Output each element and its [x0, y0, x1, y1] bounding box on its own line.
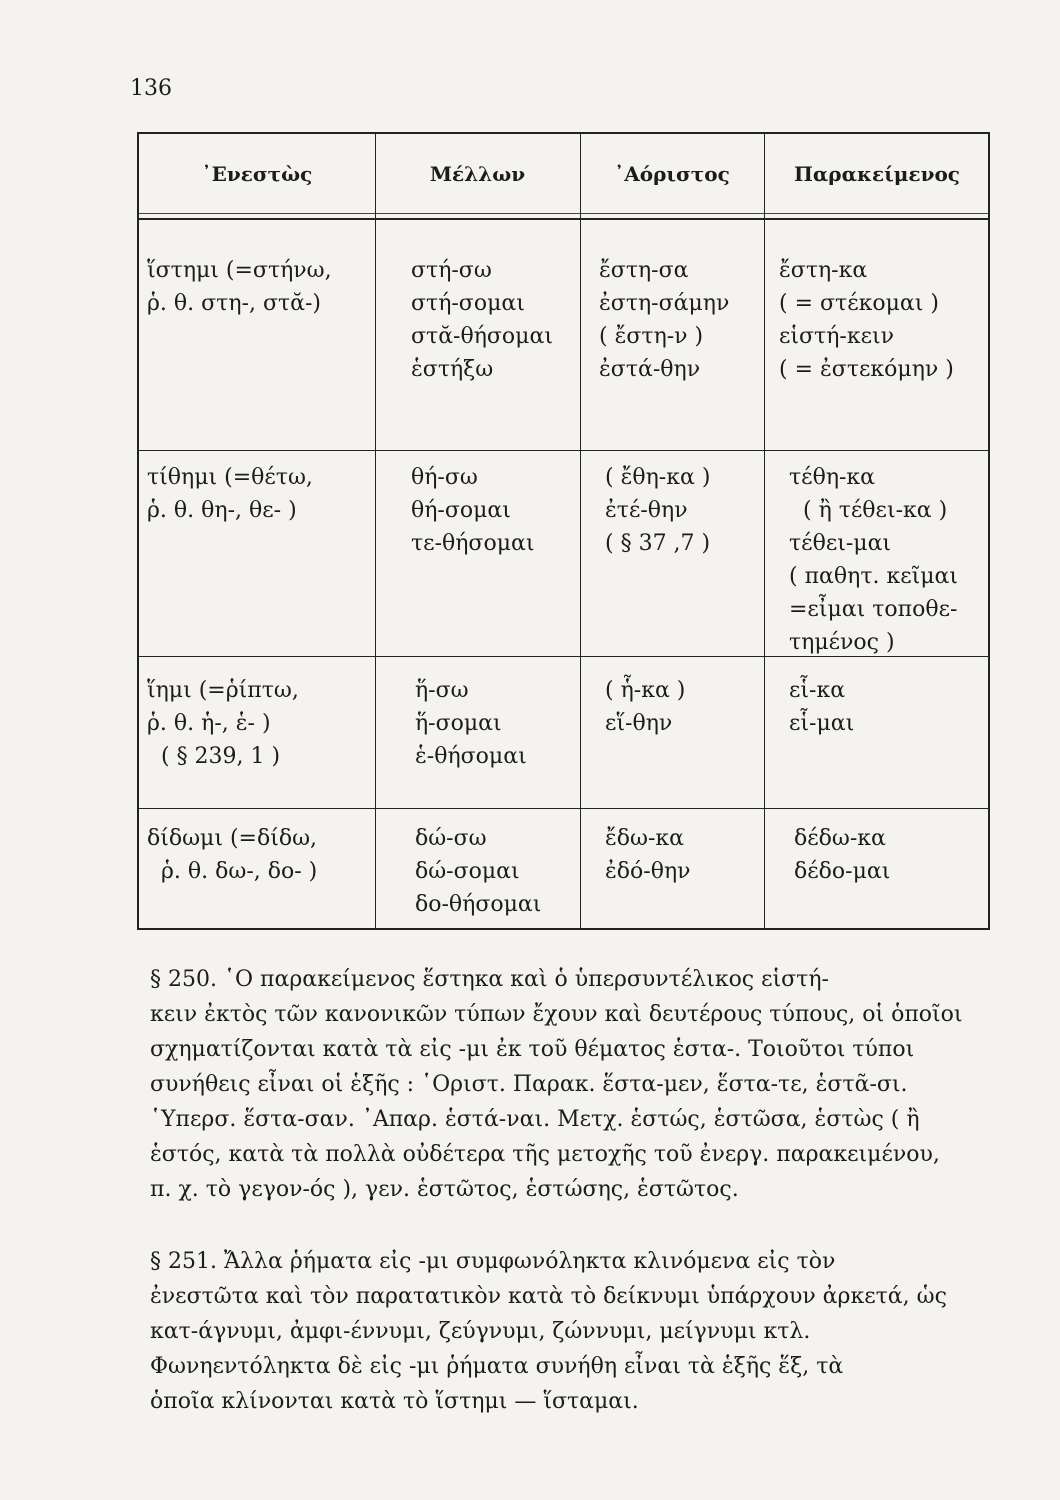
- row2-aorist: ( ἔθη-κα ) ἐτέ-θην ( § 37 ,7 ): [605, 465, 711, 556]
- header-present: ᾿Ενεστὼς: [201, 162, 313, 186]
- column-divider: [764, 134, 765, 930]
- paragraph-line: ῾Υπερσ. ἕστα-σαν. ᾿Απαρ. ἑστά-ναι. Μετχ. ἑστώς, ἑστῶσα, ἑστὼς ( ἢ: [150, 1107, 920, 1132]
- paragraph-line: ἑστός, κατὰ τὰ πολλὰ οὐδέτερα τῆς μετοχῆς τοῦ ἐνεργ. παρακειμένου,: [150, 1142, 940, 1167]
- row1-perfect: ἔστη-κα ( = στέκομαι ) εἱστή-κειν ( = ἐστεκόμην ): [779, 258, 954, 382]
- row-divider: [139, 450, 988, 451]
- table-header-row: [139, 134, 988, 220]
- row4-future: δώ-σω δώ-σομαι δο-θήσομαι: [415, 826, 542, 917]
- paragraph-line: κειν ἐκτὸς τῶν κανονικῶν τύπων ἔχουν καὶ δευτέρους τύπους, οἱ ὁποῖοι: [150, 1002, 963, 1027]
- header-future: Μέλλων: [429, 162, 526, 186]
- row-divider: [139, 808, 988, 809]
- row2-perfect: τέθη-κα ( ἢ τέθει-κα ) τέθει-μαι ( παθητ. κεῖμαι =εἶμαι τοποθε- τημένος ): [789, 465, 959, 655]
- paragraph-line: ἐνεστῶτα καὶ τὸν παρατατικὸν κατὰ τὸ δείκνυμι ὑπάρχουν ἀρκετά, ὡς: [150, 1284, 947, 1309]
- paragraph-250: [150, 962, 1005, 1207]
- row3-perfect: εἷ-κα εἷ-μαι: [789, 678, 855, 736]
- paragraph-line: κατ-άγνυμι, ἀμφι-έννυμι, ζεύγνυμι, ζώννυμι, μείγνυμι κτλ.: [150, 1319, 811, 1344]
- row3-future: ἥ-σω ἥ-σομαι ἑ-θήσομαι: [415, 678, 527, 769]
- column-divider: [580, 134, 581, 930]
- page-number: 136: [130, 76, 172, 101]
- row2-future: θή-σω θή-σομαι τε-θήσομαι: [411, 465, 535, 556]
- column-divider: [375, 134, 376, 930]
- row1-present: ἵστημι (=στήνω, ῥ. θ. στη-, στᾰ-): [147, 258, 332, 316]
- paragraph-line: § 250. ῾Ο παρακείμενος ἕστηκα καὶ ὁ ὑπερσυντέλικος εἱστή-: [150, 967, 829, 992]
- header-perfect: Παρακείμενος: [794, 162, 960, 186]
- row3-aorist: ( ἧ-κα ) εἵ-θην: [605, 678, 686, 736]
- row3-present: ἵημι (=ῥίπτω, ῥ. θ. ἡ-, ἑ- ) ( § 239, 1 ): [147, 678, 299, 769]
- header-aorist: ᾿Αόριστος: [614, 162, 730, 186]
- conjugation-table: [137, 132, 990, 930]
- paragraph-line: π. χ. τὸ γεγον-ός ), γεν. ἑστῶτος, ἑστώσης, ἑστῶτος.: [150, 1177, 739, 1202]
- paragraph-line: ὁποῖα κλίνονται κατὰ τὸ ἵστημι — ἵσταμαι.: [150, 1389, 639, 1414]
- row1-future: στή-σω στή-σομαι στᾰ-θήσομαι ἑστήξω: [411, 258, 553, 382]
- paragraph-line: § 251. Ἄλλα ῥήματα εἰς -μι συμφωνόληκτα κλινόμενα εἰς τὸν: [150, 1249, 836, 1274]
- row2-present: τίθημι (=θέτω, ῥ. θ. θη-, θε- ): [147, 465, 313, 523]
- paragraph-line: Φωνηεντόληκτα δὲ εἰς -μι ῥήματα συνήθη εἶναι τὰ ἑξῆς ἕξ, τὰ: [150, 1354, 844, 1379]
- row4-perfect: δέδω-κα δέδο-μαι: [794, 826, 891, 884]
- paragraph-line: συνήθεις εἶναι οἱ ἑξῆς : ῾Οριστ. Παρακ. ἕστα-μεν, ἕστα-τε, ἑστᾶ-σι.: [150, 1072, 908, 1097]
- row4-present: δίδωμι (=δίδω, ῥ. θ. δω-, δο- ): [147, 826, 318, 884]
- paragraph-251: [150, 1244, 1005, 1419]
- paragraph-line: σχηματίζονται κατὰ τὰ εἰς -μι ἐκ τοῦ θέματος ἑστα-. Τοιοῦτοι τύποι: [150, 1037, 915, 1062]
- row1-aorist: ἔστη-σα ἐστη-σάμην ( ἔστη-ν ) ἐστά-θην: [599, 258, 730, 382]
- row4-aorist: ἔδω-κα ἐδό-θην: [605, 826, 691, 884]
